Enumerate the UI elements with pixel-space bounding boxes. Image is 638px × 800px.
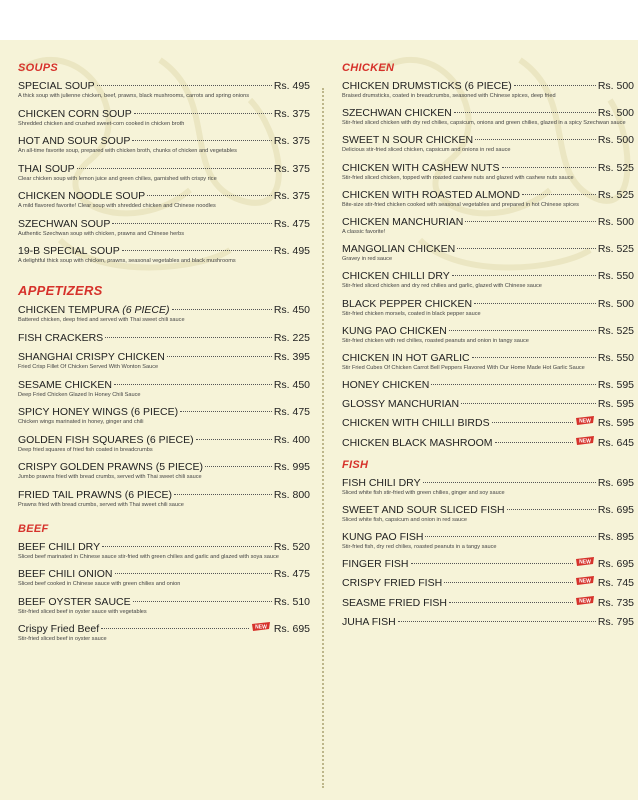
- item-price: Rs. 520: [273, 540, 310, 553]
- item-name: CHICKEN CHILLI DRY: [342, 270, 450, 283]
- section-soups: [18, 62, 310, 265]
- item-name: FISH CHILI DRY: [342, 476, 421, 489]
- menu-item: [18, 304, 310, 324]
- item-price: Rs. 595: [597, 417, 634, 430]
- menu-item: [342, 504, 634, 524]
- item-price: Rs. 500: [597, 80, 634, 92]
- menu-item: [342, 270, 634, 290]
- item-name: SPICY HONEY WINGS (6 PIECE): [18, 406, 179, 418]
- menu-item: [342, 216, 634, 236]
- item-price: Rs. 550: [597, 270, 634, 283]
- item-description: Stir-fried sliced beef in oyster sauce with vegetables: [18, 608, 147, 615]
- menu-item: [18, 80, 310, 100]
- leader-dots: [474, 303, 596, 304]
- leader-dots: [495, 442, 573, 443]
- item-price: Rs. 510: [273, 595, 310, 608]
- item-name: SESAME CHICKEN: [18, 378, 112, 391]
- leader-dots: [465, 221, 595, 222]
- item-description: A thick soup with julienne chicken, beef, prawns, black mushrooms, carrots and spring onions: [18, 93, 250, 99]
- item-price: Rs. 550: [597, 351, 634, 364]
- leader-dots: [172, 309, 272, 310]
- menu-item: [18, 135, 310, 155]
- item-price: Rs. 800: [273, 488, 310, 501]
- section-chicken: [342, 62, 634, 449]
- item-name: HONEY CHICKEN: [342, 379, 430, 392]
- leader-dots: [425, 536, 595, 537]
- leader-dots: [475, 139, 596, 140]
- menu-item: [342, 597, 634, 609]
- menu-item: [18, 379, 310, 399]
- section-fish: [342, 459, 634, 628]
- item-description: A mild flavored favorite! Clear soup with shredded chicken and Chinese noodles: [18, 203, 216, 209]
- leader-dots: [423, 482, 596, 483]
- item-description: Delicious stir-fried sliced chicken, capsicum and onions in red sauce: [342, 147, 511, 154]
- leader-dots: [114, 384, 272, 385]
- item-name: SWEET N SOUR CHICKEN: [342, 134, 474, 147]
- item-name: FISH CRACKERS: [18, 331, 104, 344]
- leader-dots: [461, 403, 596, 404]
- item-description: Chicken wings marinated in honey, ginger and chili: [18, 419, 144, 425]
- leader-dots: [449, 330, 596, 331]
- svg-text:NEW: NEW: [578, 597, 591, 604]
- leader-dots: [102, 546, 272, 547]
- item-price: Rs. 695: [597, 558, 634, 571]
- item-price: Rs. 645: [597, 436, 634, 449]
- item-description: Stir-fried sliced chicken and dry red chilies and garlic, glazed with Chinese sauce: [342, 283, 542, 290]
- leader-dots: [77, 168, 272, 169]
- item-description: Sliced beef marinated in Chinese sauce stir-fried with green chilies and garlic and glazed with soya sauce: [18, 553, 279, 560]
- item-description: Sliced white fish, capsicum and onion in red sauce: [342, 516, 467, 523]
- leader-dots: [97, 85, 272, 86]
- section-title: CHICKEN: [342, 62, 395, 74]
- leader-dots: [398, 621, 596, 622]
- leader-dots: [133, 601, 272, 602]
- item-description: An all-time favorite soup, prepared with chicken broth, chunks of chicken and vegetables: [18, 148, 237, 154]
- new-badge-icon: [575, 576, 595, 585]
- left-column: [18, 62, 310, 651]
- item-price: Rs. 500: [597, 297, 634, 310]
- item-price: Rs. 695: [273, 623, 310, 635]
- item-name: JUHA FISH: [342, 615, 396, 628]
- item-price: Rs. 525: [597, 161, 634, 174]
- menu-item: [18, 163, 310, 183]
- menu-item: [18, 218, 310, 238]
- menu-item: [18, 406, 310, 426]
- item-description: A delightful thick soup with chicken, prawns, seasonal vegetables and black mushrooms: [18, 258, 236, 264]
- leader-dots: [411, 563, 573, 564]
- item-name: BEEF OYSTER SAUCE: [18, 595, 131, 608]
- leader-dots: [452, 275, 596, 276]
- item-description: Jumbo prawns fried with bread crumbs, served with Thai sweet chili sauce: [18, 474, 202, 480]
- menu-item: [342, 352, 634, 372]
- leader-dots: [134, 113, 272, 114]
- item-price: Rs. 735: [597, 596, 634, 609]
- item-name: CHICKEN NOODLE SOUP: [18, 190, 146, 202]
- leader-dots: [514, 85, 596, 86]
- item-name: CHICKEN WITH ROASTED ALMOND: [342, 188, 520, 201]
- item-name: SPECIAL SOUP: [18, 80, 95, 92]
- item-name: CHICKEN WITH CHILLI BIRDS: [342, 417, 490, 430]
- item-description: Stir-fried sliced chicken, topped with roasted cashew nuts and glazed with cashew nuts sauce: [342, 174, 574, 181]
- item-name: CHICKEN MANCHURIAN: [342, 215, 464, 228]
- leader-dots: [196, 439, 272, 440]
- item-description: Sliced beef cooked in Chinese sauce with green chilies and onion: [18, 581, 181, 587]
- item-description: Braised drumsticks, coated in breadcrumbs, seasoned with Chinese spices, deep fried: [342, 93, 556, 99]
- leader-dots: [449, 602, 573, 603]
- item-price: Rs. 525: [597, 243, 634, 256]
- item-price: Rs. 500: [597, 215, 634, 228]
- item-name: SWEET AND SOUR SLICED FISH: [342, 503, 505, 516]
- leader-dots: [502, 167, 596, 168]
- item-name: THAI SOUP: [18, 162, 75, 175]
- svg-text:NEW: NEW: [578, 418, 591, 425]
- menu-item: [342, 107, 634, 127]
- menu-item: [342, 558, 634, 570]
- menu-item: [342, 379, 634, 391]
- leader-dots: [105, 337, 272, 338]
- menu-item: [18, 332, 310, 344]
- item-name: CHICKEN TEMPURA (6 PIECE): [18, 304, 170, 316]
- leader-dots: [167, 356, 272, 357]
- menu-item: [342, 80, 634, 100]
- item-description: Stir-fried sliced beef in oyster sauce: [18, 636, 107, 642]
- item-description: Fried Crisp Fillet Of Chicken Served With Wonton Sauce: [18, 364, 159, 370]
- leader-dots: [205, 466, 272, 467]
- item-price: Rs. 395: [273, 351, 310, 363]
- item-price: Rs. 375: [273, 162, 310, 175]
- leader-dots: [132, 140, 271, 141]
- item-name: GOLDEN FISH SQUARES (6 PIECE): [18, 433, 194, 446]
- item-price: Rs. 450: [273, 378, 310, 391]
- item-price: Rs. 595: [597, 379, 634, 392]
- menu-item: [342, 189, 634, 209]
- item-description: Stir-fried fish, dry red chilies, roasted peanuts in a tangy sauce: [342, 544, 497, 550]
- item-price: Rs. 225: [273, 331, 310, 344]
- item-name: SEASME FRIED FISH: [342, 596, 448, 609]
- leader-dots: [115, 573, 272, 574]
- menu-item: [342, 243, 634, 263]
- leader-dots: [472, 357, 596, 358]
- item-price: Rs. 525: [597, 188, 634, 201]
- item-name: SHANGHAI CRISPY CHICKEN: [18, 351, 165, 363]
- item-price: Rs. 400: [273, 433, 310, 446]
- section-title: BEEF: [18, 522, 49, 535]
- menu-item: [342, 162, 634, 182]
- menu-page: [0, 40, 638, 800]
- menu-item: [342, 477, 634, 497]
- menu-item: [342, 616, 634, 628]
- menu-item: [342, 577, 634, 589]
- menu-item: [18, 245, 310, 265]
- new-badge-icon: [575, 416, 595, 425]
- leader-dots: [112, 223, 271, 224]
- item-price: Rs. 500: [597, 107, 634, 120]
- item-name: SZECHWAN CHICKEN: [342, 107, 452, 120]
- item-name: BEEF CHILI DRY: [18, 540, 101, 553]
- item-description: Deep Fried Chicken Glazed In Honey Chili Sauce: [18, 391, 141, 398]
- menu-item: [18, 623, 310, 643]
- menu-item: [18, 541, 310, 561]
- new-badge-icon: [251, 622, 271, 631]
- item-description: A classic favorite!: [342, 228, 386, 235]
- item-price: Rs. 475: [273, 406, 310, 418]
- leader-dots: [444, 582, 573, 583]
- item-price: Rs. 595: [597, 398, 634, 411]
- menu-item: [18, 434, 310, 454]
- item-price: Rs. 695: [597, 503, 634, 516]
- item-price: Rs. 995: [273, 461, 310, 473]
- menu-item: [18, 108, 310, 128]
- section-title: SOUPS: [18, 62, 59, 74]
- menu-item: [342, 134, 634, 154]
- item-name: CRISPY GOLDEN PRAWNS (5 PIECE): [18, 461, 203, 473]
- menu-item: [342, 437, 634, 449]
- item-description: Stir-fried chicken morsels, coated in black pepper sauce: [342, 310, 481, 317]
- svg-text:NEW: NEW: [578, 578, 591, 585]
- item-description: Sliced white fish stir-fried with green chilies, ginger and soy sauce: [342, 489, 505, 496]
- item-name: BLACK PEPPER CHICKEN: [342, 297, 473, 310]
- item-description: Gravey in red sauce: [342, 256, 393, 263]
- item-price: Rs. 495: [273, 80, 310, 92]
- item-description: Battered chicken, deep fried and served with Thai sweet chili sauce: [18, 317, 185, 323]
- section-title: APPETIZERS: [18, 283, 103, 298]
- item-description: Bite-size stir-fried chicken cooked with seasonal vegetables and prepared in hot Chinese spices: [342, 201, 579, 208]
- item-description: Shredded chicken and crushed sweet-corn cooked in chicken broth: [18, 120, 185, 127]
- item-name: HOT AND SOUR SOUP: [18, 135, 131, 147]
- menu-item: [342, 417, 634, 429]
- menu-item: [18, 351, 310, 371]
- item-name: Crispy Fried Beef: [18, 623, 100, 635]
- leader-dots: [457, 248, 596, 249]
- leader-dots: [454, 112, 596, 113]
- menu-item: [18, 596, 310, 616]
- item-name: MANGOLIAN CHICKEN: [342, 243, 456, 256]
- menu-item: [342, 325, 634, 345]
- item-price: Rs. 475: [273, 568, 310, 580]
- leader-dots: [507, 509, 596, 510]
- item-description: Authentic Szechwan soup with chicken, prawns and Chinese herbs: [18, 230, 185, 237]
- item-description: Clear chicken soup with lemon juice and green chilies, garnished with crispy rice: [18, 175, 217, 182]
- svg-text:NEW: NEW: [578, 437, 591, 444]
- item-price: Rs. 500: [597, 134, 634, 147]
- menu-item: [342, 298, 634, 318]
- svg-text:NEW: NEW: [578, 559, 591, 566]
- menu-item: [342, 398, 634, 410]
- leader-dots: [180, 411, 272, 412]
- item-name: CHICKEN WITH CASHEW NUTS: [342, 161, 500, 174]
- section-beef: [18, 523, 310, 644]
- leader-dots: [101, 628, 249, 629]
- item-price: Rs. 695: [597, 476, 634, 489]
- section-appetizers: [18, 283, 310, 509]
- item-name: 19-B SPECIAL SOUP: [18, 245, 120, 257]
- leader-dots: [174, 494, 272, 495]
- item-name: BEEF CHILI ONION: [18, 568, 113, 580]
- item-price: Rs. 795: [597, 615, 634, 628]
- item-name: SZECHWAN SOUP: [18, 217, 111, 230]
- menu-item: [18, 461, 310, 481]
- item-price: Rs. 375: [273, 135, 310, 147]
- menu-item: [342, 531, 634, 551]
- leader-dots: [431, 384, 595, 385]
- item-description: Deep fried squares of fried fish coated in breadcrumbs: [18, 446, 153, 453]
- item-price: Rs. 895: [597, 531, 634, 543]
- section-title: FISH: [342, 458, 369, 471]
- leader-dots: [522, 194, 596, 195]
- item-name: KUNG PAO FISH: [342, 531, 424, 543]
- item-name: CRISPY FRIED FISH: [342, 577, 443, 590]
- new-badge-icon: [575, 557, 595, 566]
- new-badge-icon: [575, 596, 595, 605]
- item-name: CHICKEN CORN SOUP: [18, 107, 132, 120]
- menu-item: [18, 190, 310, 210]
- item-price: Rs. 375: [273, 107, 310, 120]
- item-name: CHICKEN BLACK MASHROOM: [342, 436, 493, 449]
- item-description: Stir-fried sliced chicken with dry red chilies, capsicum, onions and green chilies, glazed in a spicy Szechwan sauce: [342, 120, 626, 127]
- new-badge-icon: [575, 436, 595, 445]
- item-name: CHICKEN IN HOT GARLIC: [342, 351, 470, 364]
- right-column: [342, 62, 634, 635]
- item-description: Stir-fried chicken with red chilies, roasted peanuts and onion in tangy sauce: [342, 337, 529, 344]
- item-price: Rs. 475: [273, 217, 310, 230]
- item-name-suffix: (6 PIECE): [119, 304, 170, 316]
- item-price: Rs. 375: [273, 190, 310, 202]
- item-price: Rs. 745: [597, 577, 634, 590]
- item-price: Rs. 495: [273, 245, 310, 257]
- item-name: FINGER FISH: [342, 558, 409, 571]
- item-description: Stir Fried Cubes Of Chicken Carrot Bell Peppers Flavored With Our Home Made Hot Garlic Sauce: [342, 364, 585, 371]
- item-name: CHICKEN DRUMSTICKS (6 PIECE): [342, 80, 512, 92]
- leader-dots: [122, 250, 272, 251]
- item-price: Rs. 525: [597, 324, 634, 337]
- item-name: GLOSSY MANCHURIAN: [342, 398, 460, 411]
- column-divider: [322, 88, 324, 788]
- leader-dots: [492, 422, 573, 423]
- item-name: KUNG PAO CHICKEN: [342, 324, 447, 337]
- menu-item: [18, 489, 310, 509]
- item-description: Prawns fried with bread crumbs, served with Thai sweet chili sauce: [18, 501, 184, 508]
- item-name: FRIED TAIL PRAWNS (6 PIECE): [18, 488, 173, 501]
- menu-item: [18, 568, 310, 588]
- item-price: Rs. 450: [273, 304, 310, 316]
- svg-text:NEW: NEW: [254, 624, 267, 631]
- leader-dots: [147, 195, 272, 196]
